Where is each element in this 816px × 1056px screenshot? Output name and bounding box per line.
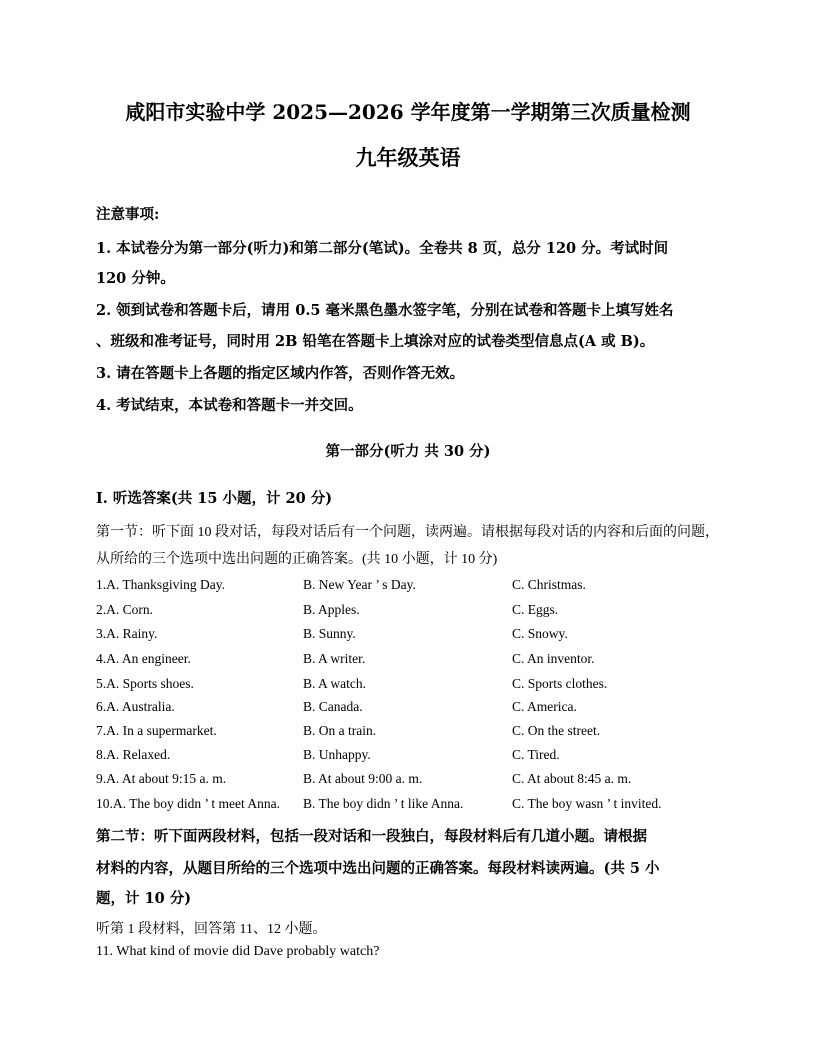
- q9-option-a: 9.A. At about 9:15 a. m.: [96, 771, 227, 786]
- q7-option-c: C. On the street.: [512, 723, 601, 738]
- note-2-line-2: 、班级和准考证号，同时用 2B 铅笔在答题卡上填涂对应的试卷类型信息点(A 或 B)。: [96, 333, 655, 350]
- q5-option-b: B. A watch.: [303, 676, 366, 691]
- section1-heading: Ⅰ. 听选答案(共 15 小题，计 20 分): [96, 490, 333, 507]
- q8-option-c: C. Tired.: [512, 747, 560, 762]
- q4-option-a: 4.A. An engineer.: [96, 651, 191, 666]
- section2-line-3: 题，计 10 分): [96, 890, 192, 907]
- q1-option-b: B. New Year ’ s Day.: [303, 577, 416, 592]
- q4-option-b: B. A writer.: [303, 651, 366, 666]
- notes-heading: 注意事项:: [96, 206, 160, 223]
- part1-heading: 第一部分(听力 共 30 分): [325, 443, 491, 460]
- q5-option-a: 5.A. Sports shoes.: [96, 676, 194, 691]
- q8-option-b: B. Unhappy.: [303, 747, 371, 762]
- note-3: 3. 请在答题卡上各题的指定区域内作答，否则作答无效。: [96, 365, 465, 382]
- material1-note: 听第 1 段材料，回答第 11、12 小题。: [96, 922, 327, 937]
- q10-option-c: C. The boy wasn ’ t invited.: [512, 796, 662, 811]
- q9-option-c: C. At about 8:45 a. m.: [512, 771, 632, 786]
- section2-line-1: 第二节：听下面两段材料，包括一段对话和一段独白，每段材料后有几道小题。请根据: [96, 828, 647, 845]
- q6-option-a: 6.A. Australia.: [96, 699, 175, 714]
- q5-option-c: C. Sports clothes.: [512, 676, 608, 691]
- q8-option-a: 8.A. Relaxed.: [96, 747, 171, 762]
- section1-intro-line-1: 第一节：听下面 10 段对话，每段对话后有一个问题，读两遍。请根据每段对话的内容和后面的问题，: [96, 525, 719, 540]
- q3-option-a: 3.A. Rainy.: [96, 626, 158, 641]
- note-1-line-1: 1. 本试卷分为第一部分(听力)和第二部分(笔试)。全卷共 8 页，总分 120 分。考试时间: [96, 240, 669, 257]
- note-2-line-1: 2. 领到试卷和答题卡后，请用 0.5 毫米黑色墨水签字笔，分别在试卷和答题卡上填写姓名: [96, 302, 674, 319]
- q6-option-b: B. Canada.: [303, 699, 363, 714]
- q4-option-c: C. An inventor.: [512, 651, 595, 666]
- q1-option-a: 1.A. Thanksgiving Day.: [96, 577, 225, 592]
- question-11: 11. What kind of movie did Dave probably watch?: [96, 944, 380, 959]
- q2-option-b: B. Apples.: [303, 602, 360, 617]
- q3-option-b: B. Sunny.: [303, 626, 356, 641]
- q10-option-a: 10.A. The boy didn ’ t meet Anna.: [96, 796, 280, 811]
- q6-option-c: C. America.: [512, 699, 577, 714]
- page-subtitle: 九年级英语: [355, 145, 461, 170]
- q9-option-b: B. At about 9:00 a. m.: [303, 771, 423, 786]
- page-title: 咸阳市实验中学 2025—2026 学年度第一学期第三次质量检测: [125, 100, 691, 124]
- q7-option-a: 7.A. In a supermarket.: [96, 723, 217, 738]
- q2-option-c: C. Eggs.: [512, 602, 559, 617]
- q2-option-a: 2.A. Corn.: [96, 602, 153, 617]
- q10-option-b: B. The boy didn ’ t like Anna.: [303, 796, 464, 811]
- note-4: 4. 考试结束，本试卷和答题卡一并交回。: [96, 397, 363, 414]
- q3-option-c: C. Snowy.: [512, 626, 568, 641]
- section1-intro-line-2: 从所给的三个选项中选出问题的正确答案。(共 10 小题，计 10 分): [96, 552, 498, 567]
- section2-line-2: 材料的内容，从题目所给的三个选项中选出问题的正确答案。每段材料读两遍。(共 5 小: [96, 860, 660, 877]
- q7-option-b: B. On a train.: [303, 723, 377, 738]
- note-1-line-2: 120 分钟。: [96, 270, 175, 287]
- q1-option-c: C. Christmas.: [512, 577, 586, 592]
